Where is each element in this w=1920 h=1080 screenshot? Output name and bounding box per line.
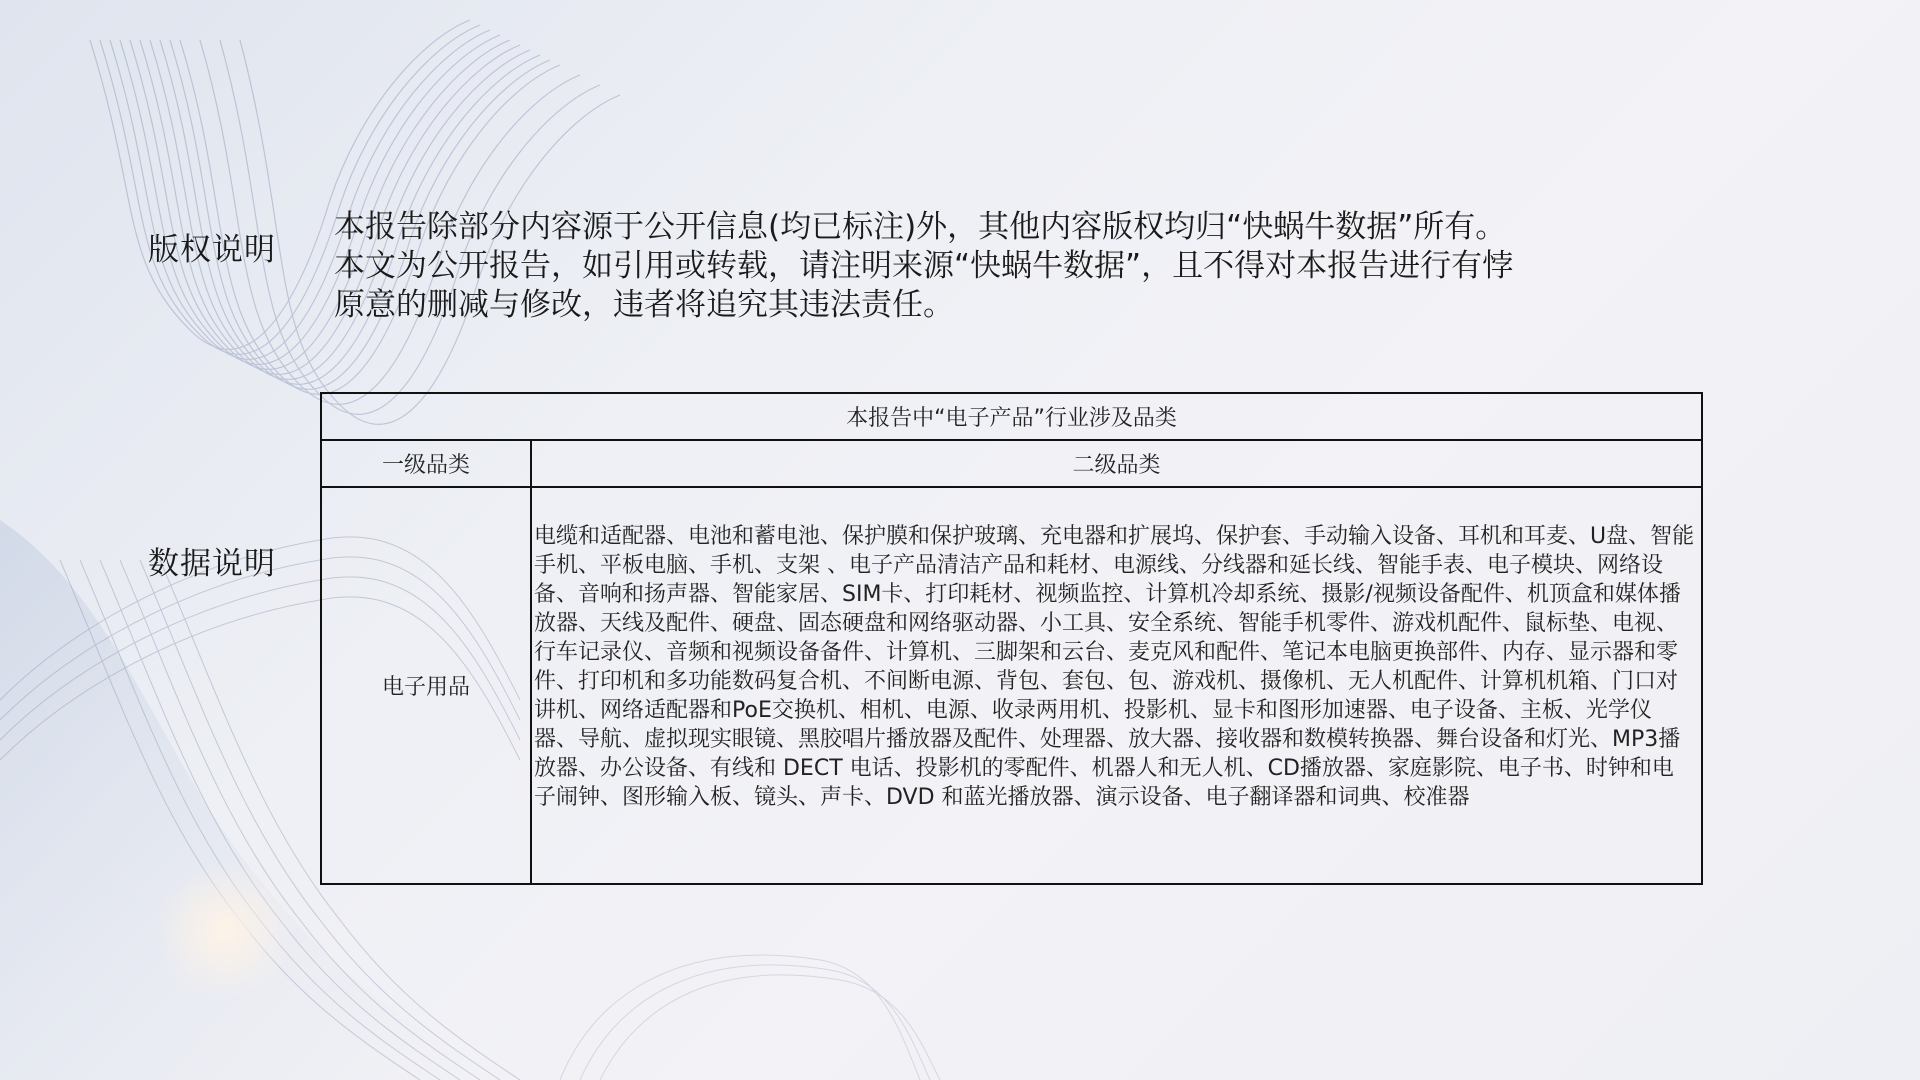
category-table — [320, 392, 1703, 885]
table-caption-row — [321, 393, 1702, 440]
header-primary-category: 一级品类 — [321, 440, 531, 487]
secondary-category-cell: 电缆和适配器、电池和蓄电池、保护膜和保护玻璃、充电器和扩展坞、保护套、手动输入设备、耳机和耳麦、U盘、智能手机、平板电脑、手机、支架 、电子产品清洁产品和耗材、电源线、分线器和延长线、智能手表、电子模块、网络设备、音响和扬声器、智能家居、SIM卡、打印耗材、视频监控、计算机冷却系统、摄影/视频设备配件、机顶盒和媒体播放器、天线及配件、硬盘、固态硬盘和网络驱动器、小工具、安全系统、智能手机零件、游戏机配件、鼠标垫、电视、行车记录仪、音频和视频设备备件、计算机、三脚架和云台、麦克风和配件、笔记本电脑更换部件、内存、显示器和零件、打印机和多功能数码复合机、不间断电源、背包、套包、包、游戏机、摄像机、无人机配件、计算机机箱、门口对讲机、网络适配器和PoE交换机、相机、电源、收录两用机、投影机、显卡和图形加速器、电子设备、主板、光学仪器、导航、虚拟现实眼镜、黑胶唱片播放器及配件、处理器、放大器、接收器和数模转换器、舞台设备和灯光、MP3播放器、办公设备、有线和 DECT 电话、投影机的零配件、机器人和无人机、CD播放器、家庭影院、电子书、时钟和电子闹钟、图形输入板、镜头、声卡、DVD 和蓝光播放器、演示设备、电子翻译器和词典、校准器 — [531, 487, 1702, 884]
copyright-statement: 本报告除部分内容源于公开信息(均已标注)外，其他内容版权均归“快蜗牛数据”所有。本文为公开报告，如引用或转载，请注明来源“快蜗牛数据”，且不得对本报告进行有悖原意的删减与修改，违者将追究其违法责任。 — [334, 209, 1514, 323]
table-header-row — [321, 440, 1702, 487]
header-secondary-category: 二级品类 — [531, 440, 1702, 487]
copyright-section-label: 版权说明 — [148, 232, 276, 268]
table-caption: 本报告中“电子产品”行业涉及品类 — [321, 393, 1702, 440]
primary-category-cell: 电子用品 — [321, 487, 531, 884]
table-row — [321, 487, 1702, 884]
data-section-label: 数据说明 — [148, 546, 276, 582]
